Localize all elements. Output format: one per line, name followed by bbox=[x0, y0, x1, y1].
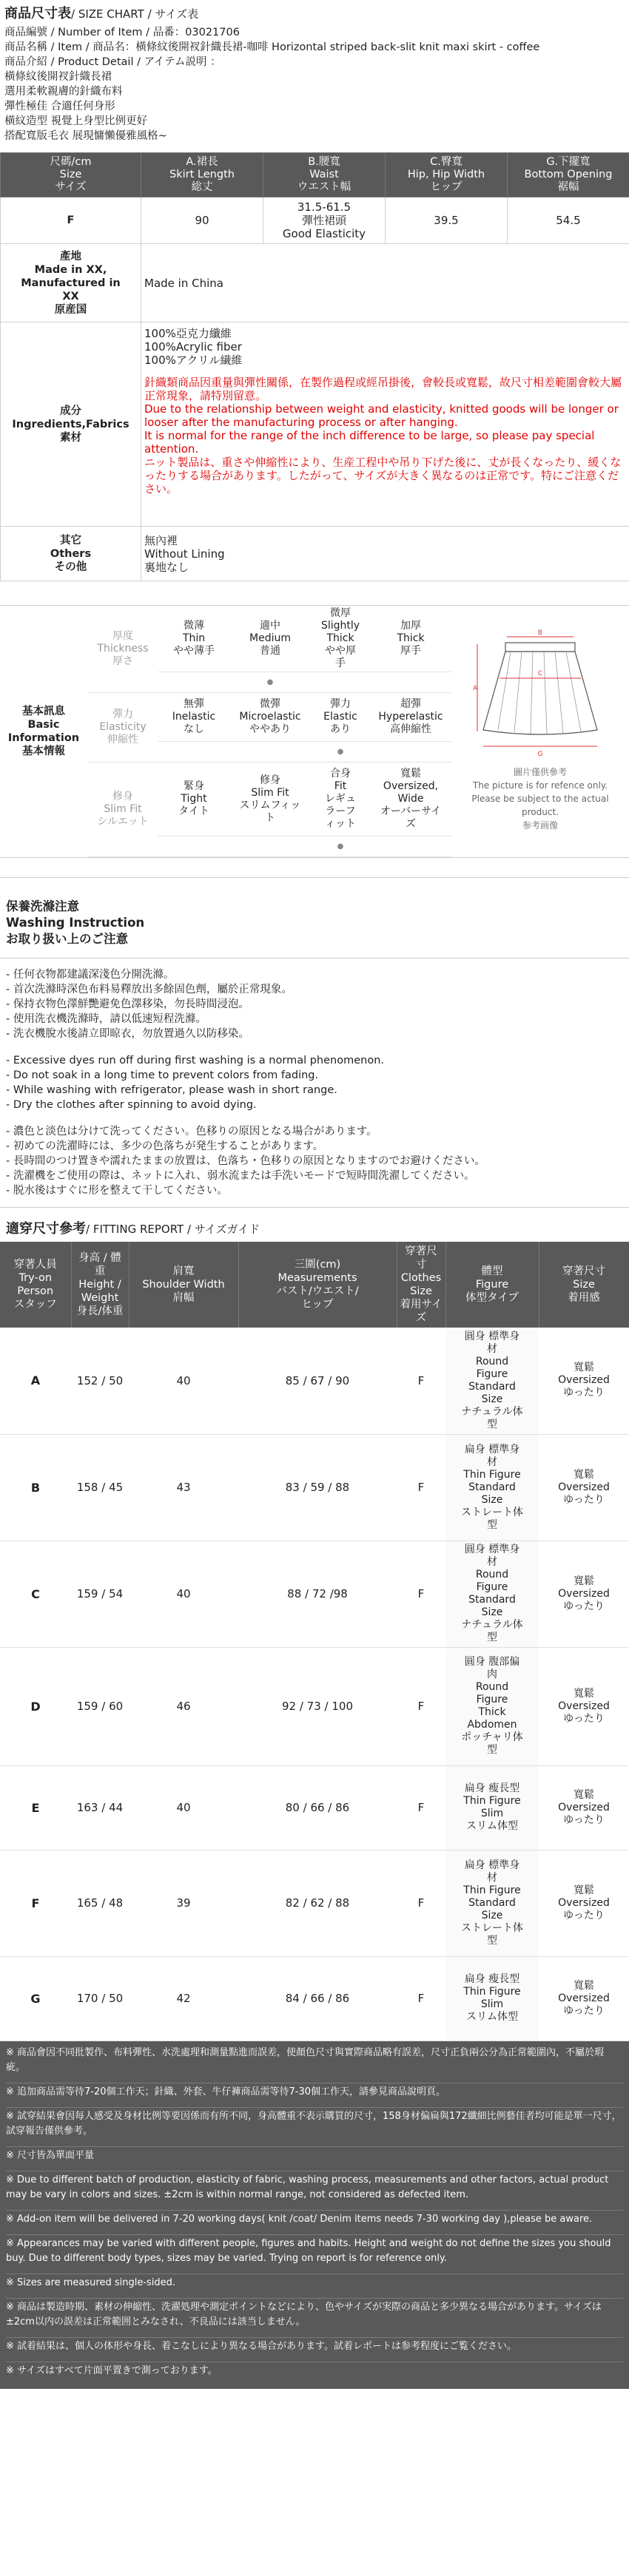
height-weight-cell: 159 / 60 bbox=[71, 1647, 129, 1765]
person-cell: A bbox=[0, 1328, 71, 1434]
person-cell: G bbox=[0, 1956, 71, 2041]
product-detail-line: 橫紋造型 視覺上身型比例更好 bbox=[4, 115, 148, 127]
height-weight-cell: 165 / 48 bbox=[71, 1850, 129, 1956]
elasticity-hyper: 超彈 Hyperelastic 高伸縮性 bbox=[370, 693, 451, 742]
note-item: ※ 商品は製造時期、素材の伸縮性、洗濯処理や測定ポイントなどにより、色やサイズが実際の商品と多少異なる場合があります。サイズは±2cm以内の誤差は正常範囲とみなされ、不良品には該当しません。 bbox=[6, 2299, 623, 2338]
thickness-thin: 微薄 Thin やや薄手 bbox=[158, 606, 229, 672]
elasticity-label: 彈力 Elasticity 伸縮性 bbox=[87, 693, 158, 763]
wash-line: - Do not soak in a long time to prevent colors from fading. bbox=[6, 1069, 319, 1081]
note-item: ※ サイズはすべて片面平置きで測っております。 bbox=[6, 2364, 218, 2376]
elasticity-micro: 微彈 Microelastic ややあり bbox=[229, 693, 311, 742]
note-item: ※ Sizes are measured single-sided. bbox=[6, 2274, 623, 2299]
note-item: ※ 追加商品需等待7-20個工作天；針織、外套、牛仔褲商品需等待7-30個工作天，請參見商品說明頁。 bbox=[6, 2083, 623, 2108]
fit-feel-cell: 寬鬆 Oversized ゆったり bbox=[539, 1647, 629, 1765]
header-size: 尺碼/cm Size サイズ bbox=[1, 153, 141, 197]
fitting-row bbox=[0, 1434, 629, 1541]
person-cell: B bbox=[0, 1434, 71, 1541]
product-detail-line: 彈性極佳 合適任何身形 bbox=[4, 101, 115, 112]
illustration-caption: 圖片僅供參考 The picture is for refence only. Please be subject to the actual product. 参考画像 bbox=[471, 767, 609, 831]
height-weight-cell: 159 / 54 bbox=[71, 1541, 129, 1647]
figure-cell: 扁身 標準身 材 Thin Figure Standard Size ストレート体 型 bbox=[445, 1850, 539, 1956]
fit-slim: 修身 Slim Fit スリムフィッ ト bbox=[229, 763, 311, 836]
notes-section bbox=[0, 2041, 629, 2389]
svg-text:A: A bbox=[473, 685, 478, 692]
height-weight-cell: 158 / 45 bbox=[71, 1434, 129, 1541]
size-value: F bbox=[1, 197, 141, 244]
thickness-slightly-thick: 微厚 Slightly Thick やや厚 手 bbox=[311, 606, 370, 672]
wash-line: - 濃色と淡色は分けて洗ってください。色移りの原因となる場合があります。 bbox=[6, 1126, 377, 1137]
wash-line: - 長時間のつけ置きや濡れたままの放置は、色落ち・色移りの原因となりますのでお避けください。 bbox=[6, 1155, 485, 1167]
washing-instruction-heading: 保養洗滌注意 Washing Instruction お取り扱い上のご注意 bbox=[0, 877, 629, 959]
basic-info-label: 基本訊息 Basic Information 基本情報 bbox=[0, 606, 87, 857]
fit-tight: 緊身 Tight タイト bbox=[158, 763, 229, 836]
height-weight-cell: 163 / 44 bbox=[71, 1765, 129, 1850]
fitting-row bbox=[0, 1328, 629, 1434]
basic-info-table bbox=[87, 606, 451, 857]
thickness-thick: 加厚 Thick 厚手 bbox=[370, 606, 451, 672]
skirt-diagram-icon bbox=[470, 626, 610, 760]
basic-information bbox=[0, 605, 629, 858]
fabric-row bbox=[1, 322, 629, 527]
selected-marker-icon: ● bbox=[229, 672, 311, 693]
clothes-size-cell: F bbox=[397, 1328, 445, 1434]
measurements-cell: 92 / 73 / 100 bbox=[238, 1647, 397, 1765]
header-fit: 穿著尺寸 Size 着用感 bbox=[539, 1242, 629, 1328]
thickness-medium: 適中 Medium 普通 bbox=[229, 606, 311, 672]
figure-cell: 圓身 腹部偏 肉 Round Figure Thick Abdomen ポッチャリ体 型 bbox=[445, 1647, 539, 1765]
shoulder-cell: 40 bbox=[129, 1328, 238, 1434]
fit-feel-cell: 寬鬆 Oversized ゆったり bbox=[539, 1434, 629, 1541]
height-weight-cell: 152 / 50 bbox=[71, 1328, 129, 1434]
wash-line: - 初めての洗濯時には、多少の色落ちが発生することがあります。 bbox=[6, 1140, 324, 1152]
note-item: ※ 試穿結果會因每人感受及身材比例等要因係而有所不同，身高體重不表示購買的尺寸，158身材偏扁與172纖細比例藝佳者均可能是單一尺寸，試穿報告僅供參考。 bbox=[6, 2108, 623, 2147]
size-chart-table bbox=[0, 152, 629, 581]
size-chart-header-row bbox=[1, 153, 629, 197]
product-detail-line: 橫條紋後開衩針織長裙 bbox=[4, 71, 112, 83]
header-hip: C.臀寬 Hip, Hip Width ヒップ bbox=[386, 153, 508, 197]
fit-feel-cell: 寬鬆 Oversized ゆったり bbox=[539, 1850, 629, 1956]
wash-line: - While washing with refrigerator, please wash in short range. bbox=[6, 1084, 337, 1096]
selected-marker-icon: ● bbox=[311, 836, 370, 857]
product-info bbox=[0, 25, 629, 152]
clothes-size-cell: F bbox=[397, 1956, 445, 2041]
fit-feel-cell: 寬鬆 Oversized ゆったり bbox=[539, 1328, 629, 1434]
wash-line: - 首次洗滌時深色布料易釋放出多餘固色劑，屬於正常現象。 bbox=[6, 984, 292, 995]
elasticity-inelastic: 無彈 Inelastic なし bbox=[158, 693, 229, 742]
fit-regular: 合身 Fit レギュ ラーフ ィット bbox=[311, 763, 370, 836]
origin-value: Made in China bbox=[141, 244, 629, 322]
person-cell: E bbox=[0, 1765, 71, 1850]
figure-cell: 扁身 標準身 材 Thin Figure Standard Size ストレート体 型 bbox=[445, 1434, 539, 1541]
clothes-size-cell: F bbox=[397, 1647, 445, 1765]
header-measurements: 三圍(cm) Measurements バスト/ウエスト/ ヒップ bbox=[238, 1242, 397, 1328]
knit-note-en2: It is normal for the range of the inch difference to be large, so please pay special attention. bbox=[144, 429, 595, 456]
header-waist: B.腰寬 Waist ウエスト幅 bbox=[263, 153, 386, 197]
fabric-line: 100%Acrylic fiber bbox=[144, 340, 242, 354]
fabric-value bbox=[141, 322, 629, 527]
clothes-size-cell: F bbox=[397, 1850, 445, 1956]
fabric-line: 100%亞克力纖維 bbox=[144, 327, 232, 340]
fit-label: 修身 Slim Fit シルエット bbox=[87, 763, 158, 857]
header-clothes-size: 穿著尺 寸 Clothes Size 着用サイ ズ bbox=[397, 1242, 445, 1328]
figure-cell: 扁身 瘦長型 Thin Figure Slim スリム体型 bbox=[445, 1956, 539, 2041]
elasticity-row bbox=[87, 693, 451, 742]
figure-cell: 圓身 標準身 材 Round Figure Standard Size ナチュラル体 型 bbox=[445, 1328, 539, 1434]
note-item: ※ 商品會因不同批製作、布料彈性、水洗處理和測量點進而誤差，使顏色尺寸與實際商品略有誤差，尺寸正負兩公分為正常範圍內，不屬於瑕疵。 bbox=[6, 2044, 623, 2083]
product-detail-label: 商品介紹 / Product Detail / アイテム説明 ： bbox=[4, 56, 221, 68]
fit-feel-cell: 寬鬆 Oversized ゆったり bbox=[539, 1765, 629, 1850]
product-detail-line: 搭配寬版毛衣 展現慵懶優雅風格~ bbox=[4, 130, 167, 142]
fit-oversized: 寬鬆 Oversized, Wide オーバーサイ ズ bbox=[370, 763, 451, 836]
header-height-weight: 身高 / 體 重 Height / Weight 身長/体重 bbox=[71, 1242, 129, 1328]
measurements-cell: 88 / 72 /98 bbox=[238, 1541, 397, 1647]
wash-line: - 任何衣物都建議深淺色分開洗滌。 bbox=[6, 969, 175, 981]
knit-note-ja: ニット製品は、重さや伸縮性により、生産工程中や吊り下げた後に、丈が長くなったり、緩くなったりする場合があります。したがって、サイズが大きく異なるのは正常です。特にご注意ください。 bbox=[144, 456, 622, 496]
svg-text:C: C bbox=[537, 670, 543, 677]
shoulder-cell: 40 bbox=[129, 1765, 238, 1850]
knit-note-zh: 針織類商品因重量與彈性關係，在製作過程或經吊掛後，會較長或寬鬆，故尺寸相差範圍會較大屬正常現象，請特別留意。 bbox=[144, 376, 622, 402]
shoulder-cell: 39 bbox=[129, 1850, 238, 1956]
shoulder-cell: 46 bbox=[129, 1647, 238, 1765]
fitting-title: 適穿尺寸參考 bbox=[6, 1221, 86, 1237]
others-value: 無內裡 Without Lining 裏地なし bbox=[141, 527, 629, 581]
washing-instructions bbox=[0, 959, 629, 1208]
note-item: ※ 試着結果は、個人の体形や身長、着こなしにより異なる場合があります。試着レポートは参考程度にご覧ください。 bbox=[6, 2338, 623, 2362]
measurements-cell: 82 / 62 / 88 bbox=[238, 1850, 397, 1956]
bottom-value: 54.5 bbox=[508, 197, 629, 244]
wash-line: - 保持衣物色澤鮮艷避免色澤移染，勿長時間浸泡。 bbox=[6, 998, 249, 1010]
clothes-size-cell: F bbox=[397, 1765, 445, 1850]
figure-cell: 圓身 標準身 材 Round Figure Standard Size ナチュラル体 型 bbox=[445, 1541, 539, 1647]
measurements-cell: 80 / 66 / 86 bbox=[238, 1765, 397, 1850]
svg-text:G: G bbox=[537, 751, 543, 758]
shoulder-cell: 43 bbox=[129, 1434, 238, 1541]
fitting-row bbox=[0, 1541, 629, 1647]
skirt-illustration bbox=[451, 606, 629, 857]
shoulder-cell: 40 bbox=[129, 1541, 238, 1647]
origin-label: 產地 Made in XX, Manufactured in XX 原産国 bbox=[1, 244, 141, 322]
fitting-row bbox=[0, 1850, 629, 1956]
knit-note-en: Due to the relationship between weight and elasticity, knitted goods will be longer or looser after the manufacturing process or after hanging. bbox=[144, 402, 619, 429]
size-row bbox=[1, 197, 629, 244]
shoulder-cell: 42 bbox=[129, 1956, 238, 2041]
figure-cell: 扁身 瘦長型 Thin Figure Slim スリム体型 bbox=[445, 1765, 539, 1850]
wash-line: - Excessive dyes run off during first washing is a normal phenomenon. bbox=[6, 1055, 384, 1066]
svg-text:B: B bbox=[537, 629, 543, 637]
fit-feel-cell: 寬鬆 Oversized ゆったり bbox=[539, 1541, 629, 1647]
person-cell: F bbox=[0, 1850, 71, 1956]
fitting-row bbox=[0, 1647, 629, 1765]
thickness-row bbox=[87, 606, 451, 672]
elasticity-elastic: 彈力 Elastic あり bbox=[311, 693, 370, 742]
others-row bbox=[1, 527, 629, 581]
measurements-cell: 83 / 59 / 88 bbox=[238, 1434, 397, 1541]
selected-marker-icon: ● bbox=[311, 742, 370, 763]
header-shoulder: 肩寬 Shoulder Width 肩幅 bbox=[129, 1242, 238, 1328]
item-number: 商品編號 / Number of Item / 品番：03021706 bbox=[4, 27, 240, 38]
fitting-subtitle: / FITTING REPORT / サイズガイド bbox=[86, 1223, 260, 1236]
header-person: 穿著人員 Try-on Person スタッフ bbox=[0, 1242, 71, 1328]
clothes-size-cell: F bbox=[397, 1434, 445, 1541]
header-bottom: G.下擺寬 Bottom Opening 裾幅 bbox=[508, 153, 629, 197]
header-length: A.裙長 Skirt Length 総丈 bbox=[141, 153, 263, 197]
fitting-report-table bbox=[0, 1242, 629, 2041]
fitting-report-heading bbox=[0, 1208, 629, 1242]
fitting-row bbox=[0, 1956, 629, 2041]
size-chart-subtitle: / SIZE CHART / サイズ表 bbox=[71, 7, 199, 21]
note-item: ※ 尺寸皆為單面平量 bbox=[6, 2147, 623, 2171]
wash-line: - 洗濯機をご使用の際は、ネットに入れ、弱水流または手洗いモードで短時間洗濯してください。 bbox=[6, 1170, 475, 1182]
fabric-label: 成分 Ingredients,Fabrics 素材 bbox=[1, 322, 141, 527]
measurements-cell: 84 / 66 / 86 bbox=[238, 1956, 397, 2041]
fitting-row bbox=[0, 1765, 629, 1850]
hip-value: 39.5 bbox=[386, 197, 508, 244]
fabric-line: 100%アクリル繊維 bbox=[144, 354, 243, 367]
person-cell: D bbox=[0, 1647, 71, 1765]
waist-value: 31.5-61.5 彈性裙頭 Good Elasticity bbox=[263, 197, 386, 244]
wash-line: - Dry the clothes after spinning to avoid dying. bbox=[6, 1099, 257, 1111]
thickness-label: 厚度 Thickness 厚さ bbox=[87, 606, 158, 693]
person-cell: C bbox=[0, 1541, 71, 1647]
wash-line: - 脱水後はすぐに形を整えて干してください。 bbox=[6, 1185, 228, 1197]
measurements-cell: 85 / 67 / 90 bbox=[238, 1328, 397, 1434]
fit-feel-cell: 寬鬆 Oversized ゆったり bbox=[539, 1956, 629, 2041]
header-figure: 體型 Figure 体型タイプ bbox=[445, 1242, 539, 1328]
fit-row bbox=[87, 763, 451, 836]
others-label: 其它 Others その他 bbox=[1, 527, 141, 581]
size-chart-heading bbox=[0, 0, 629, 25]
fitting-header-row bbox=[0, 1242, 629, 1328]
note-item: ※ Appearances may be varied with different people, figures and habits. Height and weight do not define the sizes you should buy. Due to different body types, sizes may be varied. Trying on report is for reference only. bbox=[6, 2235, 623, 2274]
wash-line: - 洗衣機脫水後請立即晾衣，勿放置過久以防移染。 bbox=[6, 1028, 249, 1040]
height-weight-cell: 170 / 50 bbox=[71, 1956, 129, 2041]
note-item: ※ Add-on item will be delivered in 7-20 working days( knit /coat/ Denim items needs 7-30 working day ),please be aware. bbox=[6, 2211, 623, 2235]
note-item: ※ Due to different batch of production, elasticity of fabric, washing process, measurements and other factors, actual product may be vary in colors and sizes. ±2cm is within normal range, not considered as defected item. bbox=[6, 2171, 623, 2211]
item-name: 商品名稱 / Item / 商品名：橫條紋後開衩針織長裙-咖啡 Horizontal striped back-slit knit maxi skirt - coffee bbox=[4, 41, 540, 53]
wash-line: - 使用洗衣機洗滌時，請以低速短程洗滌。 bbox=[6, 1013, 206, 1025]
length-value: 90 bbox=[141, 197, 263, 244]
origin-row bbox=[1, 244, 629, 322]
product-detail-line: 選用柔軟親膚的針織布料 bbox=[4, 86, 123, 98]
clothes-size-cell: F bbox=[397, 1541, 445, 1647]
size-chart-title: 商品尺寸表 bbox=[4, 6, 71, 21]
